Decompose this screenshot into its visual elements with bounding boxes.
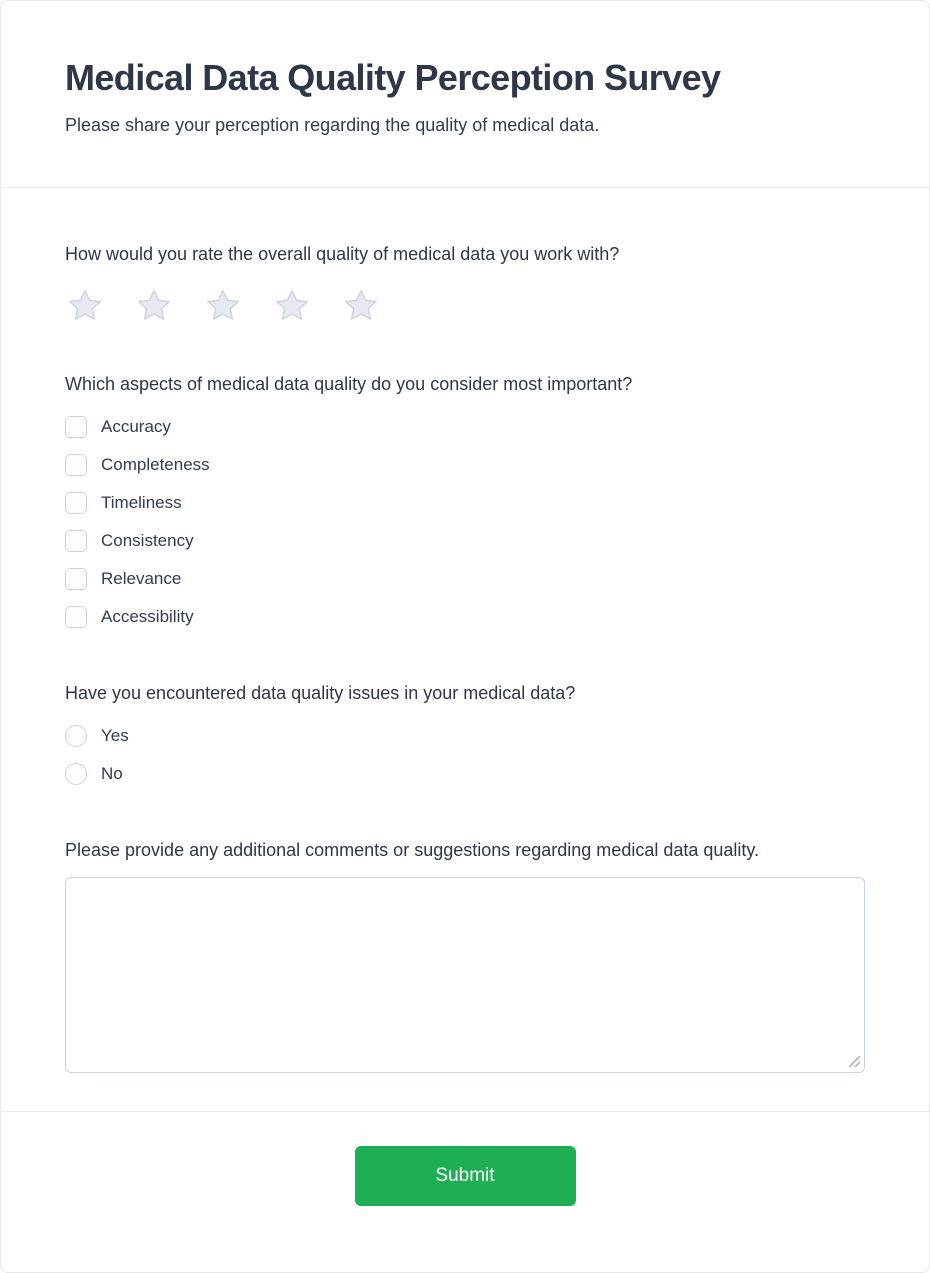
question-issues bbox=[65, 680, 865, 785]
option-label[interactable]: Accuracy bbox=[101, 417, 171, 437]
form-header bbox=[1, 1, 929, 188]
radio-option-no[interactable] bbox=[65, 763, 865, 785]
comments-textarea[interactable] bbox=[65, 877, 865, 1073]
form-body bbox=[1, 188, 929, 1073]
accessibility-checkbox[interactable] bbox=[65, 606, 87, 628]
completeness-checkbox[interactable] bbox=[65, 454, 87, 476]
checkbox-option-completeness[interactable] bbox=[65, 454, 865, 476]
option-label[interactable]: No bbox=[101, 764, 123, 784]
consistency-checkbox[interactable] bbox=[65, 530, 87, 552]
star-icon[interactable] bbox=[341, 287, 381, 325]
page-title: Medical Data Quality Perception Survey bbox=[65, 57, 721, 98]
option-label[interactable]: Relevance bbox=[101, 569, 182, 589]
yes-radio[interactable] bbox=[65, 725, 87, 747]
option-label[interactable]: Yes bbox=[101, 726, 129, 746]
aspects-options bbox=[65, 416, 865, 628]
question-comments bbox=[65, 837, 865, 1073]
question-issues-label: Have you encountered data quality issues in your medical data? bbox=[65, 683, 576, 704]
option-label[interactable]: Timeliness bbox=[101, 493, 182, 513]
option-label[interactable]: Consistency bbox=[101, 531, 194, 551]
question-aspects-label: Which aspects of medical data quality do you consider most important? bbox=[65, 374, 633, 395]
page-subtitle: Please share your perception regarding the quality of medical data. bbox=[65, 115, 600, 136]
star-rating-control bbox=[65, 287, 865, 325]
question-comments-label: Please provide any additional comments or suggestions regarding medical data quality. bbox=[65, 840, 760, 861]
checkbox-option-timeliness[interactable] bbox=[65, 492, 865, 514]
no-radio[interactable] bbox=[65, 763, 87, 785]
checkbox-option-accessibility[interactable] bbox=[65, 606, 865, 628]
timeliness-checkbox[interactable] bbox=[65, 492, 87, 514]
checkbox-option-accuracy[interactable] bbox=[65, 416, 865, 438]
question-rating bbox=[65, 241, 865, 325]
question-aspects bbox=[65, 371, 865, 628]
question-rating-label: How would you rate the overall quality of medical data you work with? bbox=[65, 244, 620, 264]
submit-button[interactable]: Submit bbox=[355, 1146, 576, 1206]
option-label[interactable]: Completeness bbox=[101, 455, 210, 475]
option-label[interactable]: Accessibility bbox=[101, 607, 194, 627]
checkbox-option-relevance[interactable] bbox=[65, 568, 865, 590]
comments-field-wrap bbox=[65, 877, 865, 1073]
star-icon[interactable] bbox=[203, 287, 243, 325]
star-icon[interactable] bbox=[65, 287, 105, 325]
star-icon[interactable] bbox=[272, 287, 312, 325]
form-footer bbox=[1, 1111, 929, 1206]
relevance-checkbox[interactable] bbox=[65, 568, 87, 590]
accuracy-checkbox[interactable] bbox=[65, 416, 87, 438]
issues-options bbox=[65, 725, 865, 785]
checkbox-option-consistency[interactable] bbox=[65, 530, 865, 552]
radio-option-yes[interactable] bbox=[65, 725, 865, 747]
star-icon[interactable] bbox=[134, 287, 174, 325]
